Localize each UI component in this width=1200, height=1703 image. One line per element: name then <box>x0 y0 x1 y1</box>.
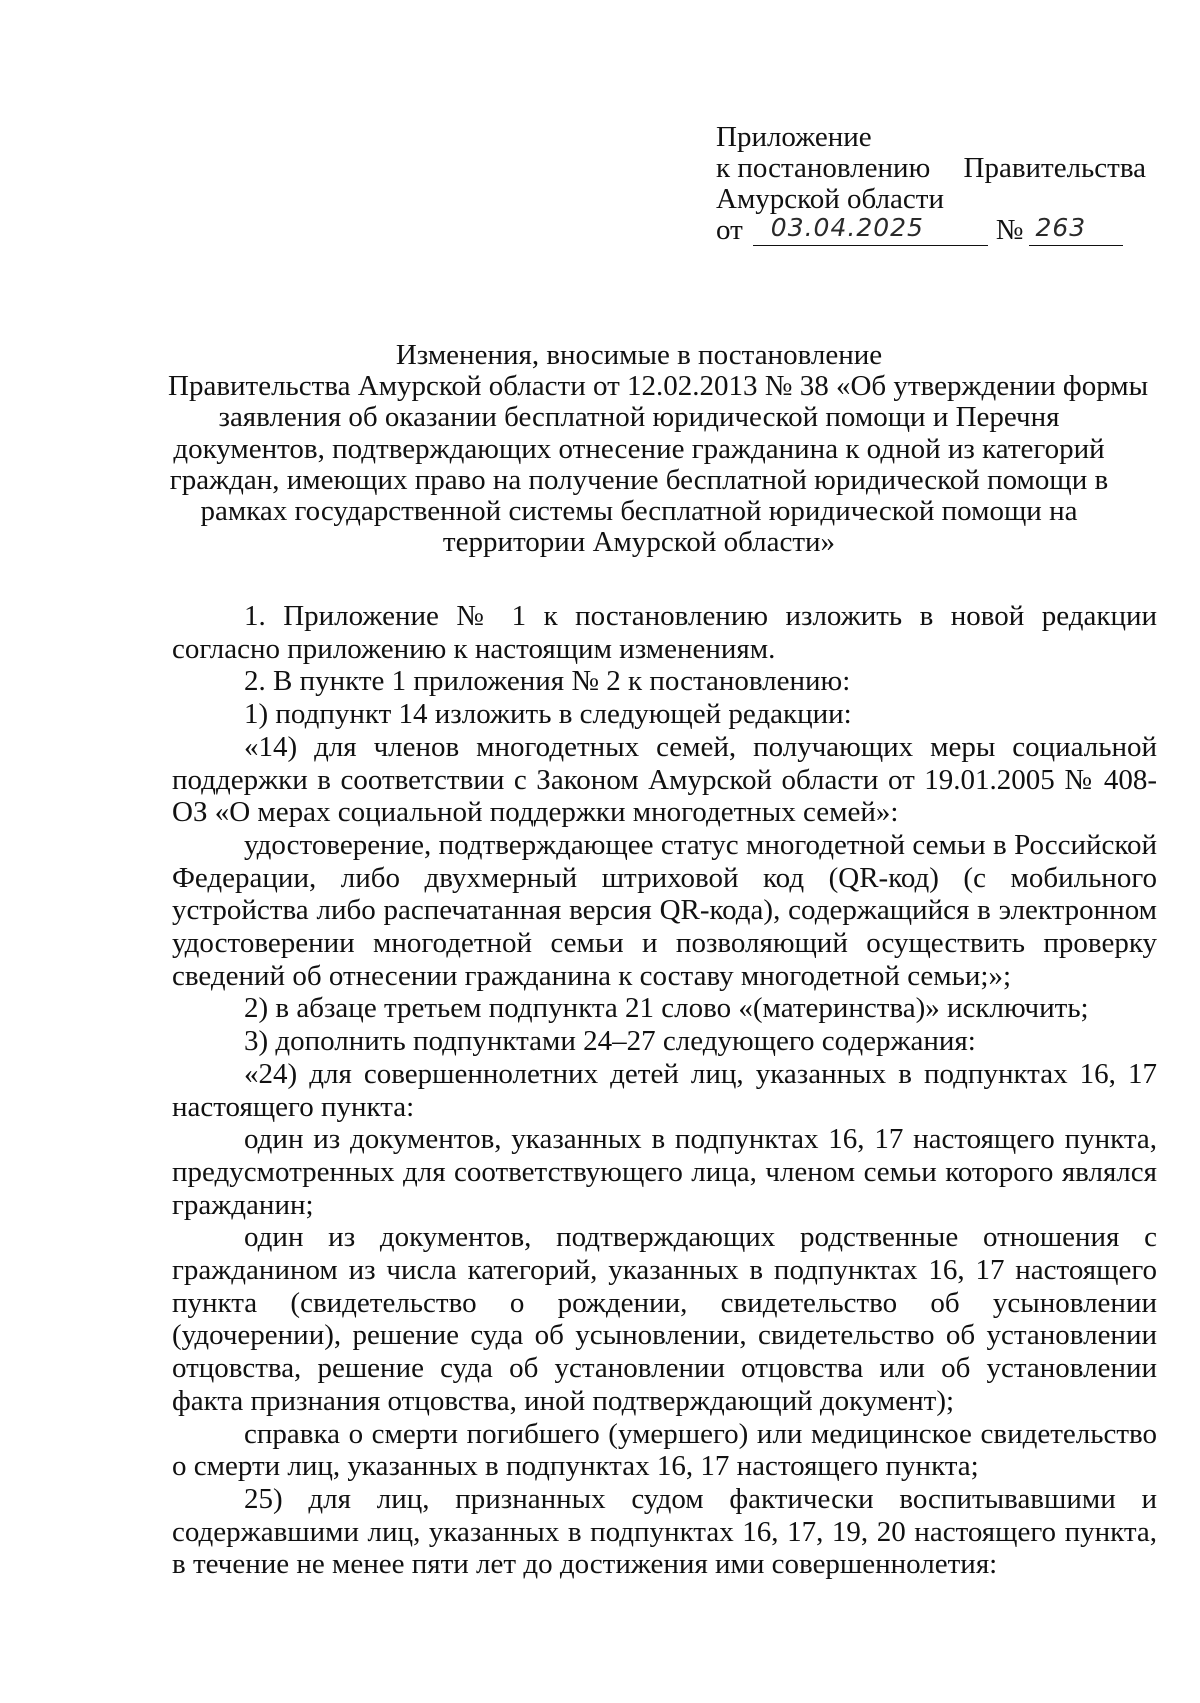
title-line: Изменения, вносимые в постановление <box>395 339 883 371</box>
title-line: граждан, имеющих право на получение бесплатной юридической помощи в <box>169 463 1109 496</box>
number-prefix: № <box>995 214 1024 246</box>
approval-line-region: Амурской области <box>716 183 944 215</box>
title-line: документов, подтверждающих отнесение гражданина к одной из категорий <box>173 432 1105 465</box>
body-paragraph: 1. Приложение № 1 к постановлению изложить в новой редакции согласно приложению к настоящим изменениям. <box>172 600 1157 665</box>
title-line: рамках государственной системы бесплатной юридической помощи на <box>200 495 1078 528</box>
body-paragraph: 1) подпункт 14 изложить в следующей редакции: <box>244 698 852 731</box>
number-field <box>1029 215 1123 246</box>
body-paragraph: 25) для лиц, признанных судом фактически воспитывавшими и содержавшими лиц, указанных в подпунктах 16, 17, 19, 20 настоящего пункта, в течение не менее пяти лет до достижения ими совершеннолетия: <box>172 1482 1157 1581</box>
approval-line-resolution <box>716 153 1146 184</box>
body-paragraph: один из документов, подтверждающих родственные отношения с гражданином из числа категорий, указанных в подпунктах 16, 17 настоящего пункта (свидетельство о рождении, свидетельство об усыновлении (удочерении), решение суда об усыновлении, свидетельство об установлении отцовства, решение суда об установлении отцовства или об установлении факта признания отцовства, иной подтверждающий документ); <box>172 1221 1157 1417</box>
title-line: территории Амурской области» <box>442 526 836 559</box>
document-title <box>168 339 1149 559</box>
approval-resolution-left: к постановлению <box>716 152 931 184</box>
body-paragraph: удостоверение, подтверждающее статус многодетной семьи в Российской Федерации, либо двухмерный штриховой код (QR-код) (с мобильного устройства либо распечатанная версия QR-кода), содержащийся в электронном удостоверении многодетной семьи и позволяющий осуществить проверку сведений об отнесении гражданина к составу многодетной семьи;»; <box>172 828 1157 992</box>
body-paragraph: 2. В пункте 1 приложения № 2 к постановлению: <box>244 665 851 698</box>
body-paragraph: 2) в абзаце третьем подпункта 21 слово «(материнства)» исключить; <box>244 992 1089 1025</box>
handwritten-date: 03.04.2025 <box>770 213 924 242</box>
body-paragraph: 3) дополнить подпунктами 24–27 следующего содержания: <box>244 1025 976 1058</box>
body-paragraph: один из документов, указанных в подпунктах 16, 17 настоящего пункта, предусмотренных для соответствующего лица, членом семьи которого являлся гражданин; <box>172 1123 1157 1221</box>
approval-date-number-line <box>716 215 1148 246</box>
title-line: Правительства Амурской области от 12.02.2013 № 38 «Об утверждении формы <box>168 370 1149 403</box>
body-paragraph: «14) для членов многодетных семей, получающих меры социальной поддержки в соответствии с Законом Амурской области от 19.01.2005 № 408-ОЗ «О мерах социальной поддержки многодетных семей»: <box>172 730 1157 829</box>
date-prefix: от <box>716 214 743 246</box>
handwritten-number: 263 <box>1035 213 1087 242</box>
document-body <box>172 600 1157 1581</box>
approval-header <box>716 122 1148 246</box>
body-paragraph: «24) для совершеннолетних детей лиц, указанных в подпунктах 16, 17 настоящего пункта: <box>172 1057 1157 1123</box>
approval-resolution-right: Правительства <box>963 152 1146 184</box>
date-field <box>753 215 988 246</box>
title-line: заявления об оказании бесплатной юридической помощи и Перечня <box>218 401 1060 434</box>
approval-line-appendix: Приложение <box>716 121 872 153</box>
body-paragraph: справка о смерти погибшего (умершего) или медицинское свидетельство о смерти лиц, указанных в подпунктах 16, 17 настоящего пункта; <box>172 1417 1157 1483</box>
